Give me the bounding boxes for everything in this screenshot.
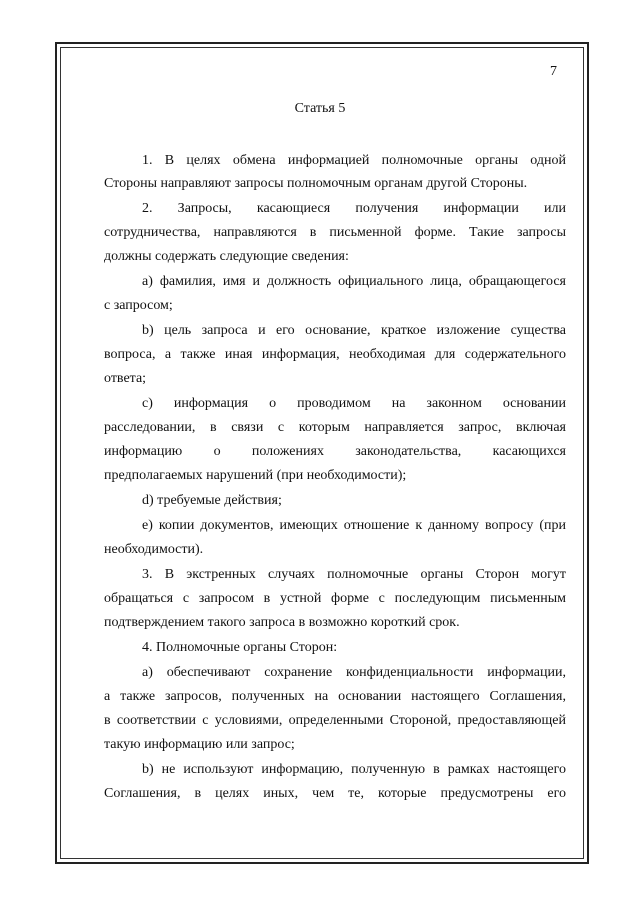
text-line: такую информацию или запрос; bbox=[104, 737, 295, 752]
text-line: 3. В экстренных случаях полномочные органы Сторон могут bbox=[142, 567, 566, 582]
text-line: необходимости). bbox=[104, 542, 204, 557]
article-title: Статья 5 bbox=[294, 101, 346, 116]
text-line: предполагаемых нарушений (при необходимости); bbox=[104, 468, 407, 483]
text-line: а) обеспечивают сохранение конфиденциальности информации, bbox=[142, 665, 566, 680]
text-line: подтверждением такого запроса в возможно короткий срок. bbox=[104, 615, 460, 630]
text-line: с запросом; bbox=[104, 298, 173, 313]
text-line: b) цель запроса и его основание, краткое изложение существа bbox=[142, 323, 566, 338]
text-line: а) фамилия, имя и должность официального лица, обращающегося bbox=[142, 274, 566, 289]
text-line: b) не используют информацию, полученную в рамках настоящего bbox=[142, 762, 566, 777]
text-line: d) требуемые действия; bbox=[142, 493, 282, 508]
text-line: должны содержать следующие сведения: bbox=[104, 249, 349, 264]
text-line: Стороны направляют запросы полномочным органам другой Стороны. bbox=[104, 176, 528, 191]
text-line: Соглашения, в целях иных, чем те, которые предусмотрены его bbox=[104, 786, 566, 801]
text-line: обращаться с запросом в устной форме с последующим письменным bbox=[104, 591, 566, 606]
text-line: 2. Запросы, касающиеся получения информации или bbox=[142, 201, 566, 216]
text-line: c) информация о проводимом на законном основании bbox=[142, 396, 566, 411]
text-line: в соответствии с условиями, определенными Стороной, предоставляющей bbox=[104, 713, 566, 728]
text-line: а также запросов, полученных на основании настоящего Соглашения, bbox=[104, 689, 566, 704]
page-number: 7 bbox=[550, 64, 557, 79]
text-line: информацию о положениях законодательства, касающихся bbox=[104, 444, 566, 459]
text-line: 4. Полномочные органы Сторон: bbox=[142, 640, 338, 655]
text-line: e) копии документов, имеющих отношение к данному вопросу (при bbox=[142, 518, 566, 533]
text-line: сотрудничества, направляются в письменной форме. Такие запросы bbox=[104, 225, 566, 240]
text-line: расследовании, в связи с которым направляется запрос, включая bbox=[104, 420, 566, 435]
text-line: ответа; bbox=[104, 371, 147, 386]
text-line: вопроса, а также иная информация, необходимая для содержательного bbox=[104, 347, 566, 362]
text-line: 1. В целях обмена информацией полномочные органы одной bbox=[142, 153, 566, 168]
